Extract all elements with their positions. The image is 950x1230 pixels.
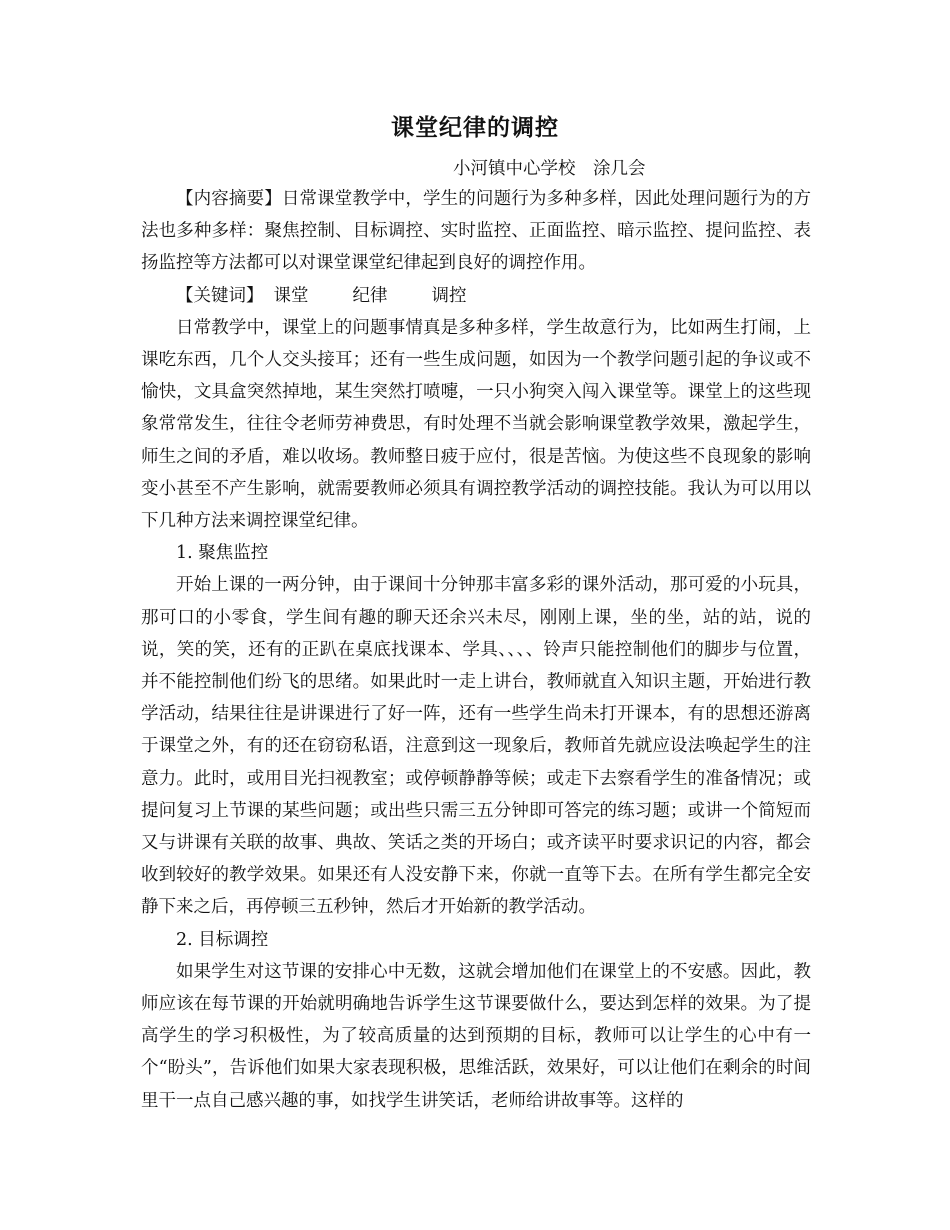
keyword-item: 调控	[431, 285, 467, 306]
keyword-item: 纪律	[352, 285, 388, 306]
keywords-line	[141, 280, 811, 312]
keyword-item: 课堂	[273, 285, 309, 306]
document-body	[141, 183, 811, 1117]
keywords-label: 【关键词】	[176, 285, 264, 306]
body-paragraph: 如果学生对这节课的安排心中无数，这就会增加他们在课堂上的不安感。因此，教师应该在每节课的开始就明确地告诉学生这节课要做什么，要达到怎样的效果。为了提高学生的学习积极性，为了较高质量的达到预期的目标，教师可以让学生的心中有一个“盼头”，告诉他们如果大家表现积极，思维活跃，效果好，可以让他们在剩余的时间里干一点自己感兴趣的事，如找学生讲笑话，老师给讲故事等。这样的	[141, 961, 811, 1111]
section-heading: 1. 聚焦监控	[176, 543, 269, 564]
author-line: 小河镇中心学校 涂几会	[453, 159, 646, 179]
section-heading: 2. 目标调控	[176, 929, 269, 950]
intro-paragraph: 日常教学中，课堂上的问题事情真是多种多样，学生故意行为，比如两生打闹，上课吃东西，几个人交头接耳；还有一些生成问题，如因为一个教学问题引起的争议或不愉快，文具盒突然掉地，某生突然打喷嚏，一只小狗突入闯入课堂等。课堂上的这些现象常常发生，往往令老师劳神费思，有时处理不当就会影响课堂教学效果，激起学生，师生之间的矛盾，难以收场。教师整日疲于应付，很是苦恼。为使这些不良现象的影响变小甚至不产生影响，就需要教师必须具有调控教学活动的调控技能。我认为可以用以下几种方法来调控课堂纪律。	[141, 317, 811, 532]
abstract-paragraph: 【内容摘要】日常课堂教学中，学生的问题行为多种多样，因此处理问题行为的方法也多种多样：聚焦控制、目标调控、实时监控、正面监控、暗示监控、提问监控、表扬监控等方法都可以对课堂课堂纪律起到良好的调控作用。	[141, 189, 811, 274]
body-paragraph: 开始上课的一两分钟，由于课间十分钟那丰富多彩的课外活动，那可爱的小玩具，那可口的小零食，学生间有趣的聊天还余兴未尽，刚刚上课，坐的坐，站的站，说的说，笑的笑，还有的正趴在桌底找课本、学具、、、、铃声只能控制他们的脚步与位置，并不能控制他们纷飞的思绪。如果此时一走上讲台，教师就直入知识主题，开始进行教学活动，结果往往是讲课进行了好一阵，还有一些学生尚未打开课本，有的思想还游离于课堂之外，有的还在窃窃私语，注意到这一现象后，教师首先就应设法唤起学生的注意力。此时，或用目光扫视教室；或停顿静静等候；或走下去察看学生的准备情况；或提问复习上节课的某些问题；或出些只需三五分钟即可答完的练习题；或讲一个简短而又与讲课有关联的故事、典故、笑话之类的开场白；或齐读平时要求识记的内容，都会收到较好的教学效果。如果还有人没安静下来，你就一直等下去。在所有学生都完全安静下来之后，再停顿三五秒钟，然后才开始新的教学活动。	[141, 575, 811, 918]
document-title: 课堂纪律的调控	[391, 114, 559, 141]
